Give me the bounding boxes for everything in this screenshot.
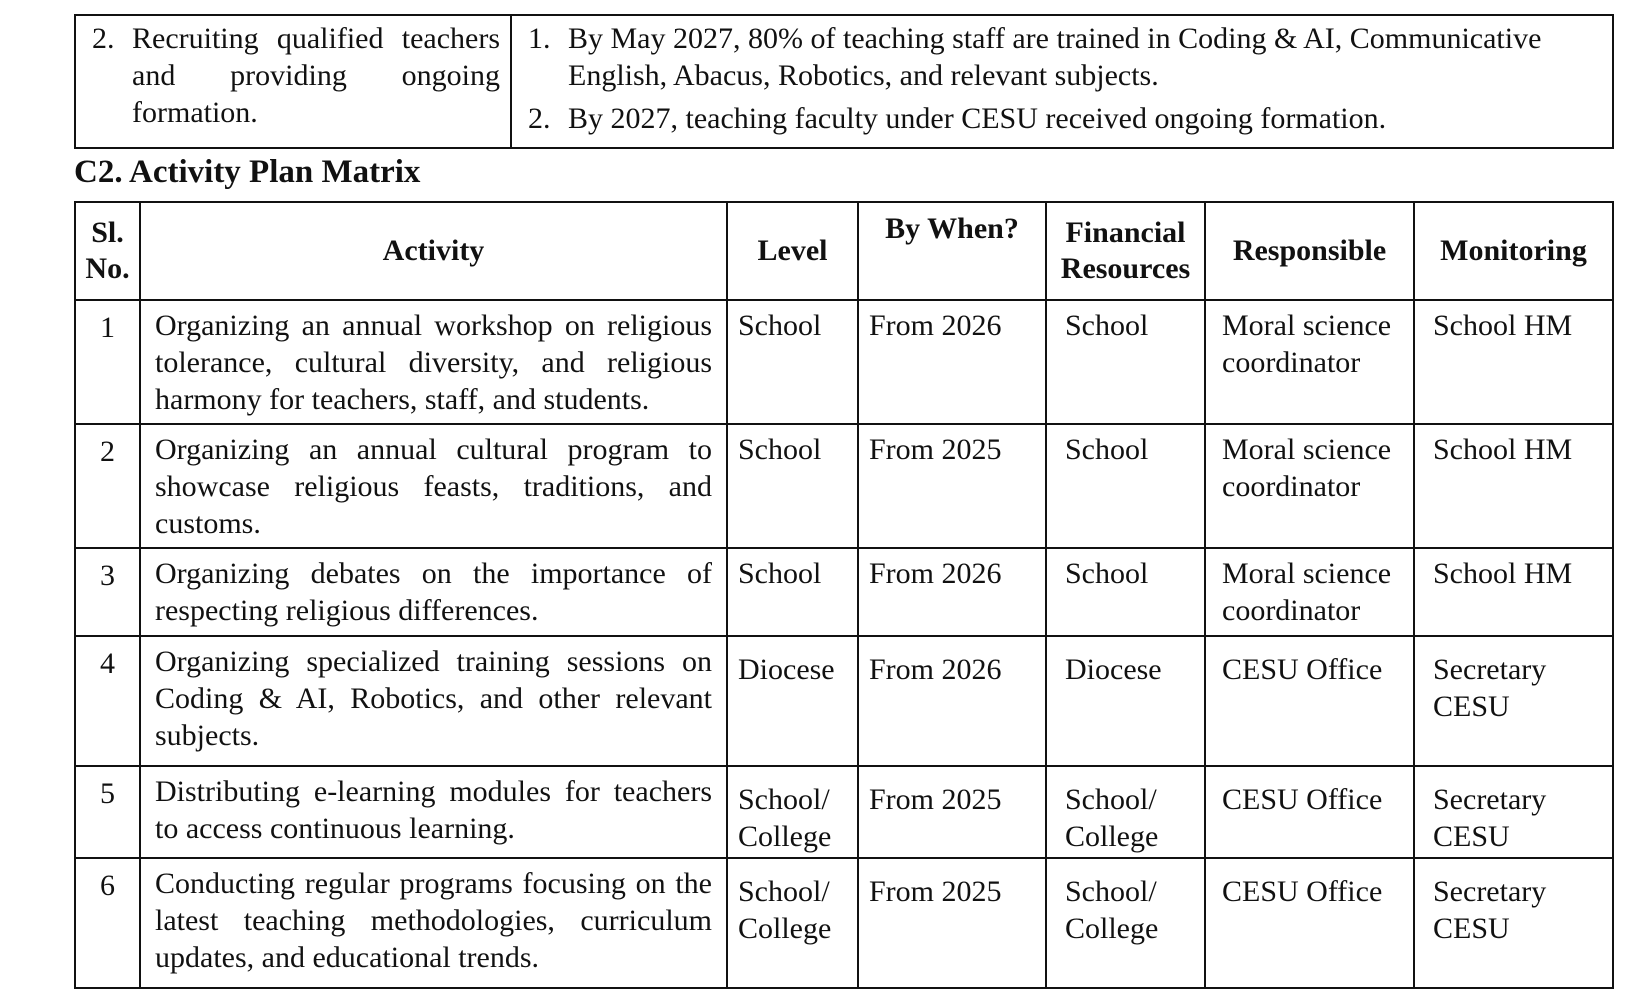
- table-row: [75, 548, 1613, 636]
- cell-level: School: [727, 424, 858, 548]
- cell-level: School: [727, 548, 858, 636]
- cell-by-when: From 2025: [858, 858, 1046, 988]
- cell-responsible: CESU Office: [1205, 766, 1414, 858]
- objective-item: [86, 20, 500, 131]
- cell-financial: School: [1046, 424, 1205, 548]
- table-row: [75, 636, 1613, 766]
- header-monitoring: Monitoring: [1414, 202, 1613, 300]
- table-row: [75, 424, 1613, 548]
- activity-plan-table: [74, 201, 1614, 989]
- cell-responsible: Moral science coordinator: [1205, 424, 1414, 548]
- indicator-cell: [511, 15, 1613, 148]
- header-level: Level: [727, 202, 858, 300]
- cell-level: School: [727, 300, 858, 424]
- cell-sl-no: 4: [75, 636, 140, 766]
- cell-monitoring: Secretary CESU: [1414, 766, 1613, 858]
- cell-by-when: From 2025: [858, 424, 1046, 548]
- cell-financial: School/ College: [1046, 858, 1205, 988]
- cell-activity: Organizing an annual cultural program to showcase religious feasts, traditions, and customs.: [140, 424, 727, 548]
- cell-activity: Distributing e-learning modules for teachers to access continuous learning.: [140, 766, 727, 858]
- header-sl-no: Sl. No.: [75, 202, 140, 300]
- cell-by-when: From 2025: [858, 766, 1046, 858]
- cell-activity: Organizing an annual workshop on religious tolerance, cultural diversity, and religious harmony for teachers, staff, and students.: [140, 300, 727, 424]
- cell-financial: School: [1046, 548, 1205, 636]
- cell-responsible: CESU Office: [1205, 636, 1414, 766]
- header-financial-resources: Financial Resources: [1046, 202, 1205, 300]
- cell-sl-no: 3: [75, 548, 140, 636]
- cell-financial: Diocese: [1046, 636, 1205, 766]
- cell-activity: Organizing debates on the importance of respecting religious differences.: [140, 548, 727, 636]
- objectives-table: [74, 14, 1614, 149]
- cell-sl-no: 1: [75, 300, 140, 424]
- indicator-item: [522, 20, 1602, 94]
- objective-text: Recruiting qualified teachers and providing ongoing formation.: [132, 22, 500, 129]
- cell-sl-no: 5: [75, 766, 140, 858]
- objective-list: [86, 20, 500, 131]
- cell-activity: Organizing specialized training sessions on Coding & AI, Robotics, and other relevant subjects.: [140, 636, 727, 766]
- cell-by-when: From 2026: [858, 548, 1046, 636]
- cell-financial: School/ College: [1046, 766, 1205, 858]
- header-activity: Activity: [140, 202, 727, 300]
- cell-sl-no: 2: [75, 424, 140, 548]
- indicator-list: [522, 20, 1602, 137]
- cell-monitoring: School HM: [1414, 548, 1613, 636]
- indicator-number: 1.: [528, 22, 551, 55]
- cell-level: School/ College: [727, 858, 858, 988]
- cell-by-when: From 2026: [858, 300, 1046, 424]
- objective-number: 2.: [92, 22, 115, 55]
- table-row: [75, 300, 1613, 424]
- cell-responsible: Moral science coordinator: [1205, 300, 1414, 424]
- section-heading: C2. Activity Plan Matrix: [74, 154, 421, 190]
- objectives-row: [75, 15, 1613, 148]
- table-row: [75, 766, 1613, 858]
- cell-financial: School: [1046, 300, 1205, 424]
- cell-by-when: From 2026: [858, 636, 1046, 766]
- indicator-text: By May 2027, 80% of teaching staff are trained in Coding & AI, Communicative English, Abacus, Robotics, and relevant subjects.: [568, 22, 1542, 92]
- cell-activity: Conducting regular programs focusing on the latest teaching methodologies, curriculum updates, and educational trends.: [140, 858, 727, 988]
- header-responsible: Responsible: [1205, 202, 1414, 300]
- cell-monitoring: Secretary CESU: [1414, 636, 1613, 766]
- cell-responsible: Moral science coordinator: [1205, 548, 1414, 636]
- table-row: [75, 858, 1613, 988]
- cell-monitoring: Secretary CESU: [1414, 858, 1613, 988]
- cell-monitoring: School HM: [1414, 300, 1613, 424]
- cell-monitoring: School HM: [1414, 424, 1613, 548]
- indicator-number: 2.: [528, 102, 551, 135]
- objective-cell: [75, 15, 511, 148]
- cell-level: School/ College: [727, 766, 858, 858]
- header-row: [75, 202, 1613, 300]
- cell-level: Diocese: [727, 636, 858, 766]
- indicator-text: By 2027, teaching faculty under CESU received ongoing formation.: [568, 102, 1387, 135]
- header-by-when: By When?: [858, 202, 1046, 300]
- cell-responsible: CESU Office: [1205, 858, 1414, 988]
- indicator-item: [522, 100, 1602, 137]
- cell-sl-no: 6: [75, 858, 140, 988]
